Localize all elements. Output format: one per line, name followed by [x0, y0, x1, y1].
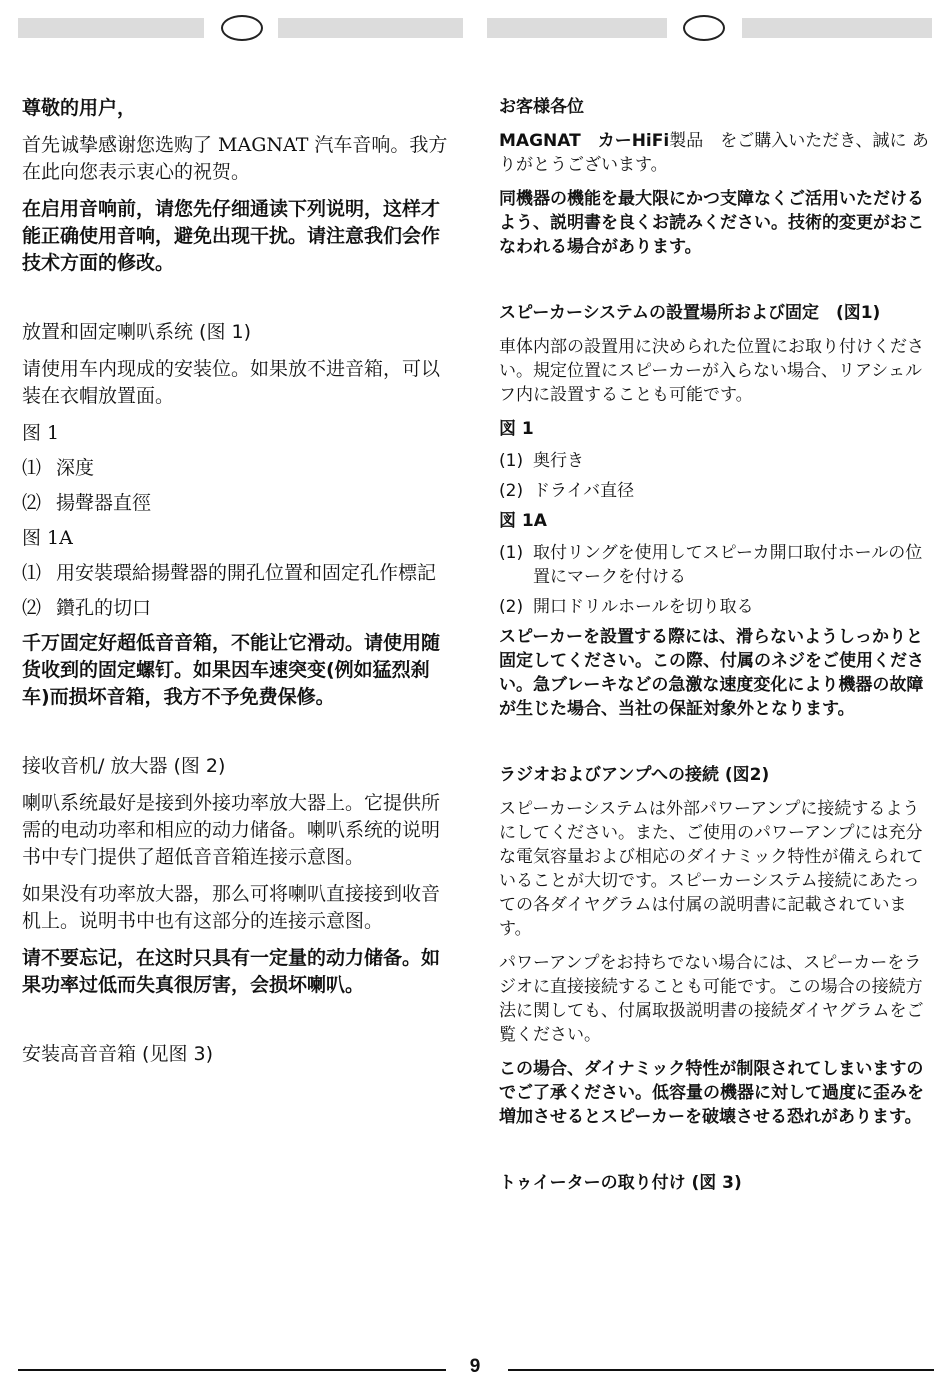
item-number: (1) [499, 451, 524, 471]
item-text: 鑽孔的切口 [56, 597, 152, 619]
zh-receiver-heading: 接收音机/ 放大器 (图 2) [22, 755, 226, 777]
item-text: 取付リングを使用してスピーカ開口取付ホールの位置にマークを付ける [533, 543, 923, 587]
ja-intro-product-prefix: カーHiFi [597, 131, 670, 151]
ja-fig1a-label: 図 1A [499, 511, 547, 531]
page-number: 9 [469, 1356, 481, 1377]
zh-tweeter-heading: 安装高音音箱 (见图 3) [22, 1043, 213, 1065]
spacer [22, 1009, 456, 1041]
zh-notice: 在启用音响前，请您先仔细通读下列说明，这样才能正确使用音响，避免出现干扰。请注意我们会作技术方面的修改。 [22, 198, 441, 274]
item-number: (1) [499, 543, 524, 563]
list-item [499, 595, 933, 619]
header-bar-left-1 [18, 18, 204, 38]
spacer [22, 287, 456, 319]
ja-placement-warning: スピーカーを設置する際には、滑らないようしっかりと固定してください。この際、付属のネジをご使用ください。急ブレーキなどの急激な速度変化により機器の故障が生じた場合、当社の保証対象外となります。 [499, 627, 924, 719]
japanese-column [499, 95, 933, 1205]
zh-intro: 首先诚挚感谢您选购了 MAGNAT 汽车音响。我方在此向您表示衷心的祝贺。 [22, 134, 448, 183]
header-bar-right-1 [487, 18, 667, 38]
list-item [22, 595, 456, 622]
ja-greeting: お客様各位 [499, 97, 584, 117]
list-item [22, 455, 456, 482]
ja-receiver-text-2: パワーアンプをお持ちでない場合には、スピーカーをラジオに直接接続することも可能です。この場合の接続方法に関しても、付属取扱説明書の接続ダイヤグラムをご覧ください。 [499, 953, 924, 1045]
ja-receiver-warning: この場合、ダイナミック特性が制限されてしまいますのでご了承ください。低容量の機器に対して過度に歪みを増加させるとスピーカーを破壊させる恐れがあります。 [499, 1059, 924, 1127]
ja-intro-rest: 製品 をご購入いただき、誠に ありがとうございます。 [499, 131, 929, 175]
item-number: ⑴ [22, 457, 42, 479]
header-oval-left [221, 15, 263, 41]
chinese-column [22, 95, 456, 1078]
ja-placement-text: 車体内部の設置用に決められた位置にお取り付けください。規定位置にスピーカーが入らない場合、リアシェルフ内に設置することも可能です。 [499, 337, 924, 405]
item-text: 用安裝環給揚聲器的開孔位置和固定孔作標記 [56, 562, 437, 584]
item-text: 揚聲器直徑 [56, 492, 152, 514]
ja-intro [499, 129, 933, 177]
list-item [499, 541, 933, 589]
spacer [499, 731, 933, 763]
zh-fig1a-label: 图 1A [22, 527, 73, 549]
zh-receiver-text-1: 喇叭系统最好是接到外接功率放大器上。它提供所需的电动功率和相应的动力储备。喇叭系统的说明书中专门提供了超低音音箱连接示意图。 [22, 792, 441, 868]
item-number: (2) [499, 481, 524, 501]
header-bar-left-2 [278, 18, 463, 38]
spacer [499, 269, 933, 301]
zh-placement-heading: 放置和固定喇叭系统 (图 1) [22, 321, 251, 343]
footer-rule-right [508, 1369, 934, 1371]
ja-tweeter-heading: トゥイーターの取り付け (図 3) [499, 1173, 742, 1193]
ja-fig1-label: 図 1 [499, 419, 534, 439]
ja-placement-heading: スピーカーシステムの設置場所および固定 (図1) [499, 303, 881, 323]
item-number: ⑵ [22, 597, 42, 619]
item-text: 奥行き [533, 451, 584, 471]
ja-intro-brand: MAGNAT [499, 131, 581, 151]
item-text: ドライバ直径 [533, 481, 635, 501]
ja-receiver-heading: ラジオおよびアンプへの接続 (図2) [499, 765, 770, 785]
item-number: ⑵ [22, 492, 42, 514]
spacer [499, 1139, 933, 1171]
zh-receiver-text-2: 如果没有功率放大器，那么可将喇叭直接接到收音机上。说明书中也有这部分的连接示意图。 [22, 883, 441, 932]
list-item [22, 490, 456, 517]
list-item [499, 449, 933, 473]
ja-receiver-text-1: スピーカーシステムは外部パワーアンプに接続するようにしてください。また、ご使用のパワーアンプには充分な電気容量および相応のダイナミック特性が備えられていることが大切です。スピーカーシステム接続にあたっての各ダイヤグラムは付属の説明書に記載されています。 [499, 799, 924, 939]
item-number: (2) [499, 597, 524, 617]
zh-greeting: 尊敬的用户， [22, 97, 137, 119]
ja-notice: 同機器の機能を最大限にかつ支障なくご活用いただけるよう、説明書を良くお読みください。技術的変更がおこなわれる場合があります。 [499, 189, 924, 257]
header-oval-right [683, 15, 725, 41]
header-bar-right-2 [742, 18, 932, 38]
zh-placement-warning: 千万固定好超低音音箱，不能让它滑动。请使用随货收到的固定螺钉。如果因车速突变(例如猛烈刹车)而损坏音箱，我方不予免费保修。 [22, 632, 441, 708]
list-item [499, 479, 933, 503]
footer-rule-left [18, 1369, 446, 1371]
item-text: 深度 [56, 457, 95, 479]
zh-placement-text: 请使用车内现成的安装位。如果放不进音箱，可以装在衣帽放置面。 [22, 358, 441, 407]
zh-receiver-warning: 请不要忘记，在这时只具有一定量的动力储备。如果功率过低而失真很厉害，会损坏喇叭。 [22, 947, 441, 996]
item-number: ⑴ [22, 562, 42, 584]
zh-fig1-label: 图 1 [22, 422, 60, 444]
list-item [22, 560, 456, 587]
item-text: 開口ドリルホールを切り取る [533, 597, 754, 617]
spacer [22, 721, 456, 753]
